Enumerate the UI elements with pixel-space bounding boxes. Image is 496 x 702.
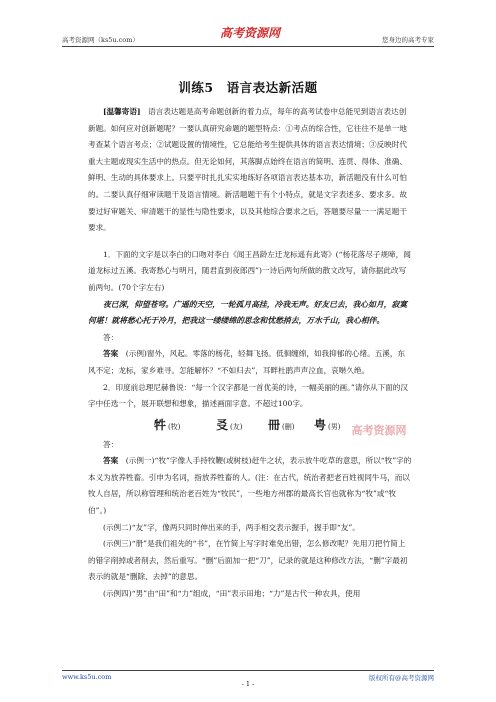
question-2-answer-prompt: 答： — [103, 439, 119, 449]
header-logo-text: 高考资源网 — [219, 26, 281, 40]
header-left-text: 高考资源网（ks5u.com） — [62, 36, 139, 44]
question-1: 1．下面的文字是以李白的口吻对李白《闻王昌龄左迁龙标遥有此寄》(“杨花落尽子规啼，闻道龙标过五溪。我寄愁心与明月，随君直到夜郎西”)一诗后两句所做的散文改写，请你据此改写前两句。(70个字左右) — [88, 249, 411, 292]
question-2-example-4: (示例四)“男”由“田”和“力”组成，“田”表示田地；“力”是古代一种农具，使用 — [103, 589, 361, 599]
page-title: 训练5 语言表达新活题 — [178, 80, 318, 95]
guide-paragraph — [88, 104, 412, 237]
page-footer — [62, 670, 434, 690]
answer-label: 答案 — [103, 349, 119, 359]
footer-website-link[interactable]: www.ks5u.com — [62, 673, 112, 681]
example-1-text: (示例一)“牧”字像人手持牧鞭(或树枝)赶牛之状，表示放牛吃草的意思，所以“牧”字的本义为放养牲畜。引申为名词，指放养牲畜的人。(注：在古代，统治者把老百姓视同牛马，而以牧人自居，所以称管理和统治老百姓为“牧民”，一些地方州郡的最高长官也就称为“牧”或“牧伯”。) — [88, 456, 412, 516]
answer-text: (示例)窗外，风起。零落的杨花，轻舞飞扬。低徊缠绵，如我抑郁的心绪。五溪，东风不定；龙标，家乡难寻。怎能解怀？“不如归去”，耳畔杜鹃声声泣血，哀啭久绝。 — [88, 349, 406, 375]
header-right-text: 您身边的高考专家 — [382, 36, 434, 44]
page-header — [62, 22, 434, 48]
watermark-text: 高考资源网 — [351, 423, 407, 437]
glyph-mu-icon: 牪 — [154, 417, 167, 432]
guide-label: [温馨寄语] — [103, 107, 141, 116]
main-content — [88, 104, 412, 603]
question-2-example-3: (示例三)“册”是我们祖先的“书”，在竹简上写字时难免出错，怎么修改呢？先用刀把竹简上的错字削掉或者削去，然后重写。“删”后面加一把“刀”，记录的就是这种修改方法，“删”字最初表示的就是“删除、去掉”的意思。 — [88, 539, 408, 582]
glyph-shan-icon: 冊 — [268, 417, 281, 432]
guide-text: 语言表达题是高考命题创新的着力点，每年的高考试卷中总能见到语言表达创新题。如何应对创新题呢？一要认真研究命题的题型特点：①考点的综合性，它往往不是单一地考查某个语言考点；②试题设置的情境性，它总能给考生提供具体的语言表达情境；③反映时代重大主题或现实生活中的热点。但无论如何，其落脚点始终在语言的简明、连贯、得体、准确、鲜明、生动的具体要求上。只要平时扎扎实实地练好各项语言表达基本功，新活题没有什么可怕的。二要认真仔细审读题干及语言情境。新活题题干有个小特点，就是文字表述多、要求多。故要过好审题关、审清题干的显性与隐性要求，以及其他综合要求之后，答题要尽量一一满足题干要求。 — [88, 107, 407, 233]
answer-label: 答案 — [103, 456, 119, 466]
header-divider — [62, 46, 434, 47]
glyph-you-icon: 㕛 — [216, 417, 229, 432]
question-1-answer — [88, 346, 412, 379]
footer-divider — [62, 670, 434, 671]
footer-copyright: 版权所有@高考资源网 — [369, 674, 434, 682]
glyph-you: 㕛 (友) — [216, 417, 243, 432]
ancient-glyph-row — [88, 417, 412, 437]
glyph-mu: 牪 (牧) — [154, 417, 181, 432]
watermark-logo — [344, 420, 414, 440]
question-2-example-2: (示例二)“友”字，像两只同时伸出来的手，两手相交表示握手，握手即“友”。 — [103, 522, 360, 532]
page-number: - 1 - — [241, 680, 255, 688]
glyph-nan: 甹 (男) — [314, 417, 341, 432]
question-2-example-1 — [88, 453, 412, 519]
question-1-passage: 夜已深，仰望苍穹。广遥的天空，一轮孤月高挂，冷我无声。好友已去，我心如月，寂寞何堪！就将愁心托于冷月，把我这一缕缕绵的思念和忧愁捎去，万水千山，我心相伴。 — [88, 299, 408, 326]
question-2: 2．印度前总理尼赫鲁说：“每一个汉字都是一首优美的诗，一幅美丽的画。”请你从下面的汉字中任选一个，展开联想和想象，描述画面字意。不超过100字。 — [88, 382, 408, 409]
question-1-answer-prompt: 答： — [103, 332, 119, 342]
glyph-nan-icon: 甹 — [314, 417, 327, 432]
header-logo — [214, 22, 286, 44]
glyph-shan: 冊 (删) — [268, 417, 295, 432]
